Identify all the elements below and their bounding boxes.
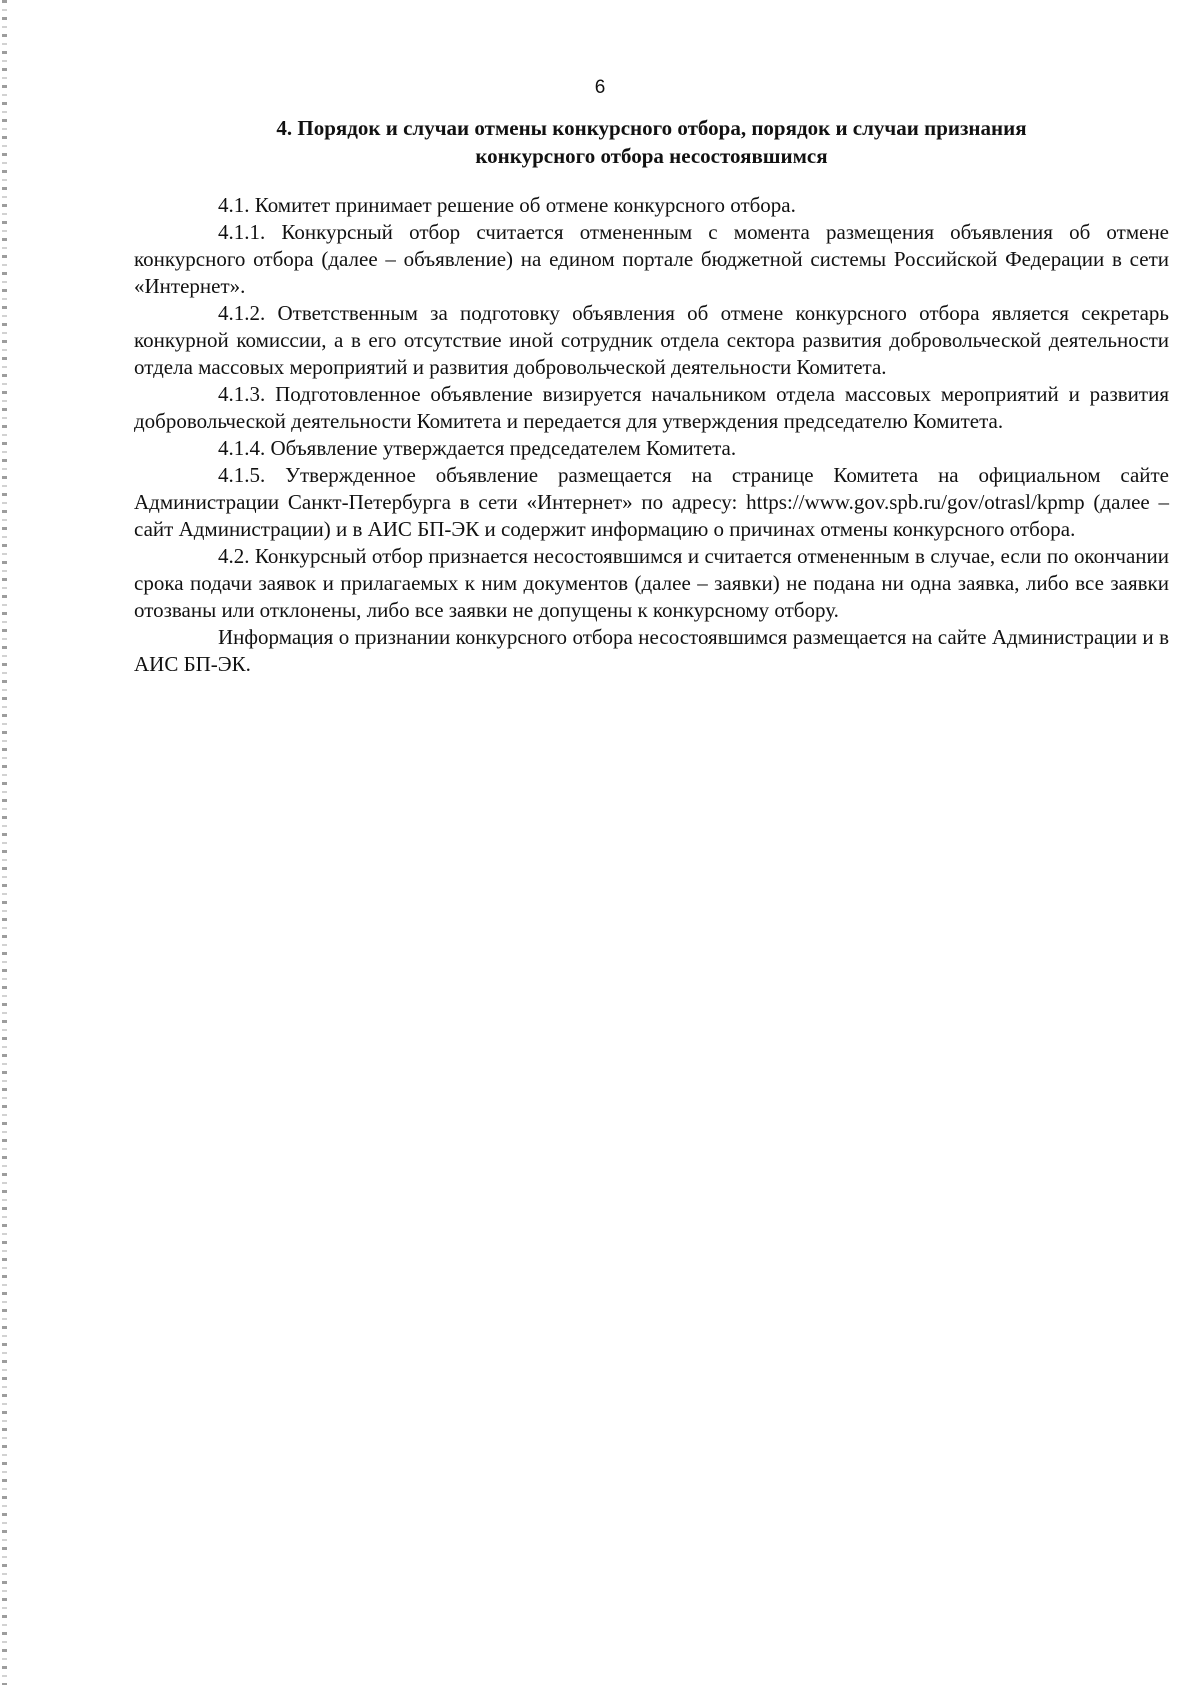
section-title-line-1: 4. Порядок и случаи отмены конкурсного отбора, порядок и случаи признания [276,116,1027,140]
paragraph-4-1-3: 4.1.3. Подготовленное объявление визируется начальником отдела массовых мероприятий и развития добровольческой деятельности Комитета и передается для утверждения председателю Комитета. [134,382,1169,433]
page-number: 6 [594,77,606,98]
document-body [134,114,1169,678]
scan-edge-noise [2,0,7,1685]
paragraph-4-1-2: 4.1.2. Ответственным за подготовку объявления об отмене конкурсного отбора является секретарь конкурной комиссии, а в его отсутствие иной сотрудник отдела сектора развития добровольческой деятельности отдела массовых мероприятий и развития добровольческой деятельности Комитета. [134,301,1169,379]
section-title [134,114,1169,170]
paragraph-information: Информация о признании конкурсного отбора несостоявшимся размещается на сайте Администрации и в АИС БП-ЭК. [134,625,1169,676]
paragraph-4-1-1: 4.1.1. Конкурсный отбор считается отмененным с момента размещения объявления об отмене конкурсного отбора (далее – объявление) на едином портале бюджетной системы Российской Федерации в сети «Интернет». [134,220,1169,298]
paragraph-4-1: 4.1. Комитет принимает решение об отмене конкурсного отбора. [218,193,796,217]
paragraph-4-2: 4.2. Конкурсный отбор признается несостоявшимся и считается отмененным в случае, если по окончании срока подачи заявок и прилагаемых к ним документов (далее – заявки) не подана ни одна заявка, либо все заявки отозваны или отклонены, либо все заявки не допущены к конкурсному отбору. [134,544,1169,622]
paragraph-4-1-4: 4.1.4. Объявление утверждается председателем Комитета. [218,436,737,460]
paragraph-4-1-5: 4.1.5. Утвержденное объявление размещается на странице Комитета на официальном сайте Администрации Санкт-Петербурга в сети «Интернет» по адресу: https://www.gov.spb.ru/gov/otrasl/kpmp (далее – сайт Администрации) и в АИС БП-ЭК и содержит информацию о причинах отмены конкурсного отбора. [134,463,1169,541]
section-title-line-2: конкурсного отбора несостоявшимся [475,144,828,168]
